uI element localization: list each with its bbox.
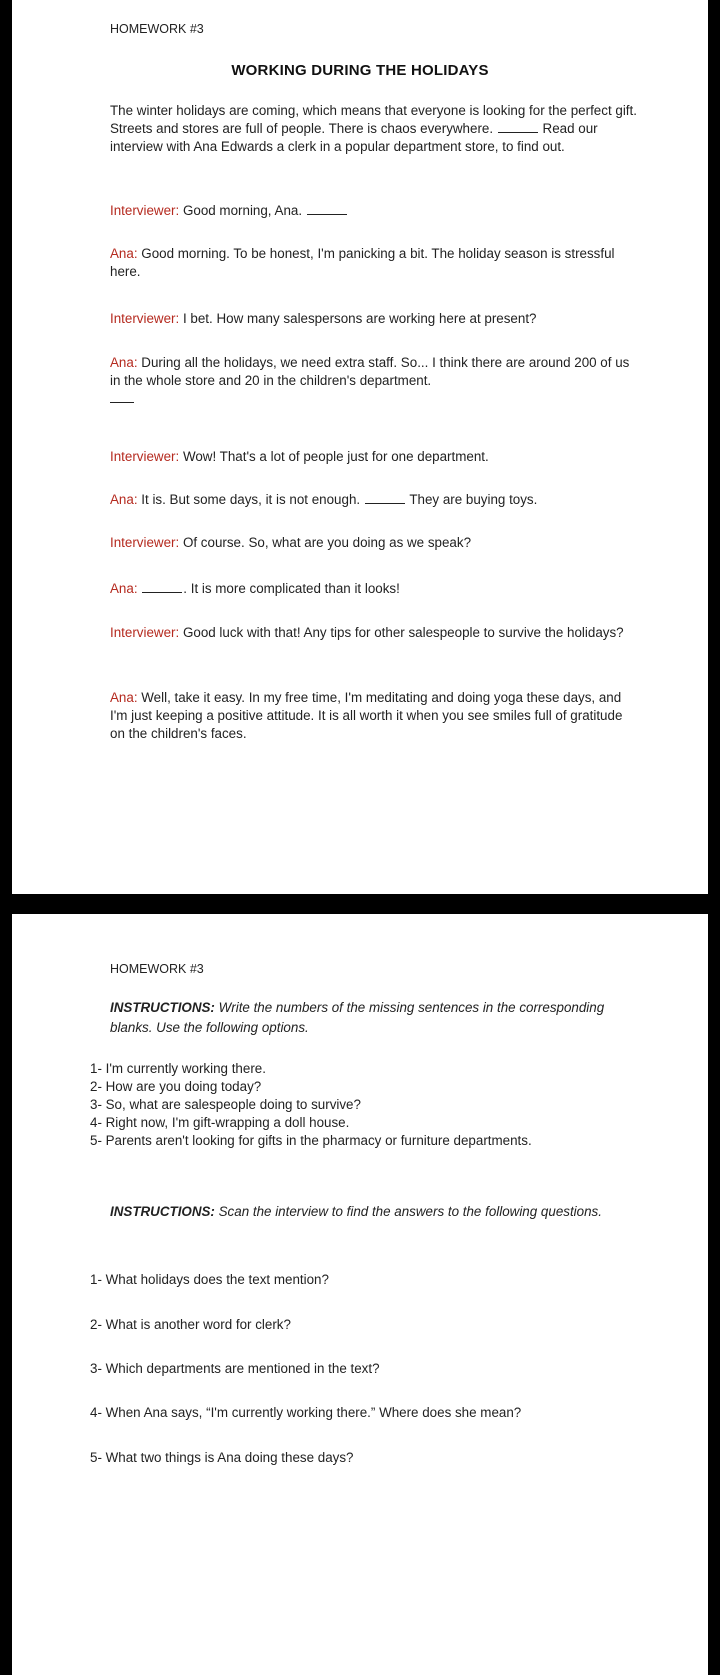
page-header: HOMEWORK #3 bbox=[110, 22, 204, 36]
blank-3 bbox=[110, 390, 134, 403]
instructions-text: Write the numbers of the missing sentences in the corresponding blanks. Use the following options. bbox=[110, 1000, 605, 1035]
question-item: 2- What is another word for clerk? bbox=[90, 1317, 291, 1332]
dialogue-line bbox=[110, 310, 640, 328]
dialogue-line bbox=[110, 202, 640, 220]
speaker-label: Interviewer: bbox=[110, 203, 180, 218]
dialogue-line bbox=[110, 448, 640, 466]
dialogue-line bbox=[110, 624, 640, 642]
instructions-missing-sentences bbox=[110, 998, 650, 1038]
dialogue-text: Of course. So, what are you doing as we speak? bbox=[182, 535, 472, 550]
speaker-label: Ana: bbox=[110, 492, 138, 507]
dialogue-line bbox=[110, 491, 640, 509]
dialogue-line bbox=[110, 580, 640, 598]
dialogue-line bbox=[110, 689, 640, 743]
dialogue-text: Well, take it easy. In my free time, I'm meditating and doing yoga these days, and I'm just keeping a positive attitude. It is all worth it when you see smiles full of gratitude on the children's faces. bbox=[110, 690, 623, 741]
page-title: WORKING DURING THE HOLIDAYS bbox=[231, 62, 489, 79]
list-item: 2- How are you doing today? bbox=[90, 1079, 262, 1094]
intro-paragraph bbox=[110, 102, 640, 156]
instructions-label: INSTRUCTIONS: bbox=[110, 1204, 215, 1219]
speaker-label: Interviewer: bbox=[110, 311, 180, 326]
dialogue-text: They are buying toys. bbox=[409, 492, 538, 507]
dialogue-line bbox=[110, 534, 640, 552]
worksheet-page-1 bbox=[12, 0, 708, 894]
speaker-label: Interviewer: bbox=[110, 449, 180, 464]
intro-text-2: Read our interview with Ana Edwards a clerk in a popular department store, to find out. bbox=[110, 121, 598, 154]
dialogue-line bbox=[110, 245, 640, 281]
list-item: 4- Right now, I'm gift-wrapping a doll house. bbox=[90, 1115, 350, 1130]
instructions-text: Scan the interview to find the answers to the following questions. bbox=[218, 1204, 602, 1219]
list-item: 3- So, what are salespeople doing to survive? bbox=[90, 1097, 361, 1112]
options-list bbox=[90, 1060, 532, 1150]
question-item: 5- What two things is Ana doing these days? bbox=[90, 1450, 354, 1465]
speaker-label: Interviewer: bbox=[110, 535, 180, 550]
speaker-label: Ana: bbox=[110, 246, 138, 261]
page-header: HOMEWORK #3 bbox=[110, 962, 204, 976]
question-item: 3- Which departments are mentioned in the text? bbox=[90, 1361, 380, 1376]
intro-text-1: The winter holidays are coming, which means that everyone is looking for the perfect gift. Streets and stores are full of people. There is chaos everywhere. bbox=[110, 103, 637, 136]
instructions-scan-questions bbox=[110, 1202, 650, 1222]
blank-1 bbox=[498, 120, 538, 133]
blank-5 bbox=[142, 580, 182, 593]
dialogue-text: . It is more complicated than it looks! bbox=[183, 581, 400, 596]
list-item: 5- Parents aren't looking for gifts in the pharmacy or furniture departments. bbox=[90, 1133, 532, 1148]
speaker-label: Ana: bbox=[110, 581, 138, 596]
dialogue-text: During all the holidays, we need extra staff. So... I think there are around 200 of us in the whole store and 20 in the children's department. bbox=[110, 355, 630, 388]
dialogue-text: Good morning, Ana. bbox=[182, 203, 303, 218]
dialogue-text: It is. But some days, it is not enough. bbox=[141, 492, 361, 507]
dialogue-text: Good luck with that! Any tips for other salespeople to survive the holidays? bbox=[182, 625, 624, 640]
dialogue-text: Good morning. To be honest, I'm panicking a bit. The holiday season is stressful here. bbox=[110, 246, 615, 279]
question-item: 1- What holidays does the text mention? bbox=[90, 1272, 329, 1287]
instructions-label: INSTRUCTIONS: bbox=[110, 1000, 215, 1015]
worksheet-page-2 bbox=[12, 914, 708, 1675]
blank-4 bbox=[365, 491, 405, 504]
speaker-label: Interviewer: bbox=[110, 625, 180, 640]
question-item: 4- When Ana says, “I'm currently working there.” Where does she mean? bbox=[90, 1405, 522, 1420]
dialogue-text: I bet. How many salespersons are working here at present? bbox=[182, 311, 537, 326]
list-item: 1- I'm currently working there. bbox=[90, 1061, 266, 1076]
dialogue-line bbox=[110, 354, 640, 408]
dialogue-text: Wow! That's a lot of people just for one department. bbox=[182, 449, 489, 464]
speaker-label: Ana: bbox=[110, 690, 138, 705]
speaker-label: Ana: bbox=[110, 355, 138, 370]
blank-2 bbox=[307, 202, 347, 215]
